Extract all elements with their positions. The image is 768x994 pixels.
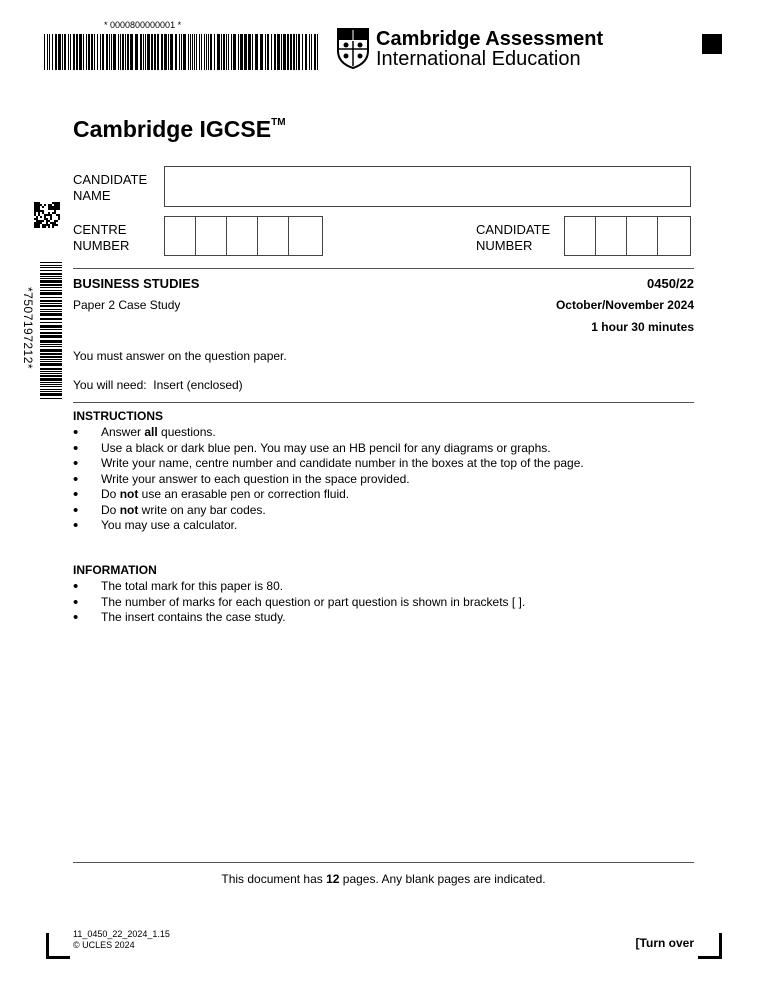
candidate-name-label: CANDIDATE NAME bbox=[73, 172, 148, 203]
information-item: • The total mark for this paper is 80. bbox=[73, 579, 525, 595]
paper-code: 0450/22 bbox=[647, 276, 694, 291]
document-reference: 11_0450_22_2024_1.15 bbox=[73, 929, 170, 939]
centre-digit-box[interactable] bbox=[165, 217, 196, 255]
top-barcode bbox=[44, 34, 320, 70]
instruction-item: • You may use a calculator. bbox=[73, 518, 584, 534]
corner-square bbox=[702, 34, 722, 54]
candidate-digit-box[interactable] bbox=[658, 217, 689, 255]
page-title bbox=[73, 116, 286, 143]
exam-session: October/November 2024 bbox=[555, 298, 694, 312]
instruction-item: • Write your name, centre number and candidate number in the boxes at the top of the page. bbox=[73, 456, 584, 472]
qr-code bbox=[34, 202, 60, 228]
trademark: TM bbox=[271, 116, 286, 128]
page-count-note: This document has 12 pages. Any blank pages are indicated. bbox=[221, 872, 546, 886]
you-will-need: You will need: Insert (enclosed) bbox=[73, 378, 243, 392]
divider-mid bbox=[73, 402, 694, 403]
divider-top bbox=[73, 268, 694, 269]
crop-mark-right-horizontal bbox=[698, 956, 722, 959]
candidate-number-boxes[interactable] bbox=[564, 216, 691, 256]
candidate-digit-box[interactable] bbox=[596, 217, 627, 255]
side-barcode bbox=[40, 262, 62, 402]
instructions-heading: INSTRUCTIONS bbox=[73, 409, 163, 423]
answer-instruction: You must answer on the question paper. bbox=[73, 349, 287, 363]
candidate-digit-box[interactable] bbox=[565, 217, 596, 255]
information-heading: INFORMATION bbox=[73, 563, 157, 577]
instruction-item: • Do not write on any bar codes. bbox=[73, 503, 584, 519]
cambridge-shield-icon bbox=[336, 27, 370, 69]
paper-name: Paper 2 Case Study bbox=[73, 298, 181, 312]
centre-number-label: CENTRE NUMBER bbox=[73, 222, 130, 253]
centre-digit-box[interactable] bbox=[289, 217, 320, 255]
org-name-line2: International Education bbox=[376, 48, 581, 70]
information-item: • The insert contains the case study. bbox=[73, 610, 525, 626]
exam-duration: 1 hour 30 minutes bbox=[591, 320, 694, 334]
information-list bbox=[73, 579, 525, 626]
org-name-line1: Cambridge Assessment bbox=[376, 28, 604, 50]
candidate-number-label: CANDIDATE NUMBER bbox=[476, 222, 551, 253]
instruction-item: • Write your answer to each question in the space provided. bbox=[73, 472, 584, 488]
barcode-number: * 0000800000001 * bbox=[104, 20, 182, 30]
title-text: Cambridge IGCSE bbox=[73, 116, 272, 142]
information-item: • The number of marks for each question or part question is shown in brackets [ ]. bbox=[73, 595, 525, 611]
crop-mark-left-horizontal bbox=[46, 956, 70, 959]
divider-bottom bbox=[73, 862, 694, 863]
instruction-item: • Use a black or dark blue pen. You may use an HB pencil for any diagrams or graphs. bbox=[73, 441, 584, 457]
copyright: © UCLES 2024 bbox=[73, 940, 135, 950]
centre-digit-box[interactable] bbox=[258, 217, 289, 255]
instruction-item: • Answer all questions. bbox=[73, 425, 584, 441]
side-barcode-number: *7507197212* bbox=[21, 287, 35, 370]
candidate-name-box[interactable] bbox=[164, 166, 691, 207]
centre-digit-box[interactable] bbox=[227, 217, 258, 255]
instructions-list bbox=[73, 425, 584, 534]
instruction-item: • Do not use an erasable pen or correction fluid. bbox=[73, 487, 584, 503]
centre-number-boxes[interactable] bbox=[164, 216, 323, 256]
subject-title: BUSINESS STUDIES bbox=[73, 276, 200, 291]
candidate-digit-box[interactable] bbox=[627, 217, 658, 255]
turn-over: [Turn over bbox=[635, 936, 694, 950]
centre-digit-box[interactable] bbox=[196, 217, 227, 255]
